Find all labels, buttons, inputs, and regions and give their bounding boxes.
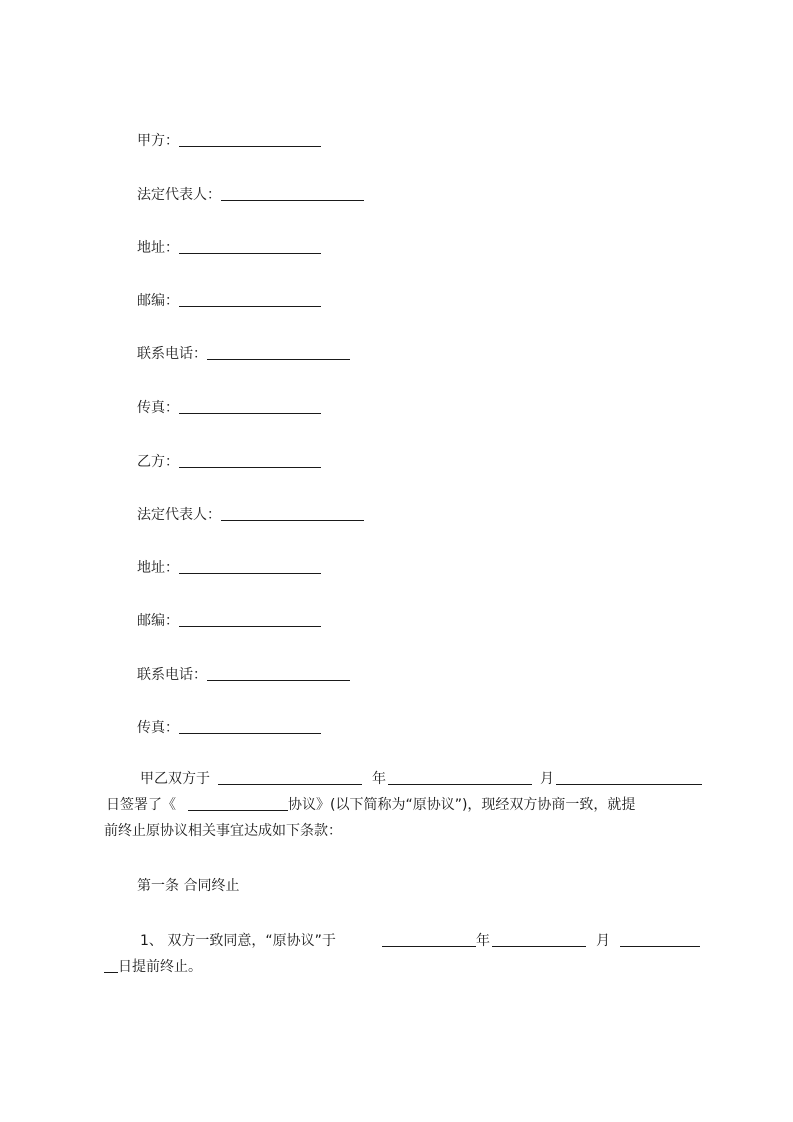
party-b-phone-label: 联系电话：: [137, 667, 207, 683]
party-a-phone-blank[interactable]: [207, 345, 350, 360]
item-1-day-blank-b[interactable]: [104, 958, 118, 973]
intro-line-2: [104, 792, 704, 818]
item-1-line-2: [104, 954, 704, 980]
party-a-name-blank[interactable]: [179, 132, 321, 147]
party-b-name-field: [137, 452, 321, 472]
party-a-fax-field: [137, 398, 321, 418]
item-1-prefix: 1、 双方一致同意，“原协议”于: [140, 933, 336, 949]
party-b-rep-field: [137, 505, 364, 525]
party-a-name-field: [137, 131, 321, 151]
intro-text-1: 甲乙双方于: [140, 771, 210, 787]
intro-paragraph: [104, 766, 704, 844]
party-b-fax-blank[interactable]: [179, 719, 321, 734]
party-b-name-blank[interactable]: [179, 453, 321, 468]
intro-text-3: 前终止原协议相关事宜达成如下条款：: [104, 823, 342, 839]
intro-text-agreement: 协议》(以下简称为“原协议”)，现经双方协商一致，就提: [288, 797, 636, 813]
item-1-year-label: 年: [476, 933, 490, 949]
party-b-phone-blank[interactable]: [207, 666, 350, 681]
party-b-postcode-label: 邮编：: [137, 613, 179, 629]
intro-line-3: [104, 818, 704, 844]
party-b-fax-label: 传真：: [137, 720, 179, 736]
party-b-rep-label: 法定代表人：: [137, 507, 221, 523]
party-a-rep-label: 法定代表人：: [137, 187, 221, 203]
party-b-address-label: 地址：: [137, 560, 179, 576]
item-1-day-blank-a[interactable]: [620, 932, 700, 947]
party-a-postcode-label: 邮编：: [137, 293, 179, 309]
item-1-year-blank[interactable]: [382, 932, 476, 947]
party-a-postcode-field: [137, 291, 321, 311]
party-a-fax-label: 传真：: [137, 400, 179, 416]
item-1-month-label: 月: [596, 933, 610, 949]
intro-text-day: 日签署了《: [106, 797, 176, 813]
party-a-fax-blank[interactable]: [179, 399, 321, 414]
intro-date-year-blank[interactable]: [218, 770, 362, 785]
party-a-postcode-blank[interactable]: [179, 292, 321, 307]
party-a-address-field: [137, 238, 321, 258]
intro-date-month-blank[interactable]: [388, 770, 532, 785]
article-1-item-1: [104, 928, 704, 980]
party-b-address-field: [137, 558, 321, 578]
item-1-tail: 日提前终止。: [118, 959, 202, 975]
party-a-phone-label: 联系电话：: [137, 346, 207, 362]
article-1-title: 第一条 合同终止: [137, 878, 240, 894]
party-b-fax-field: [137, 718, 321, 738]
party-a-rep-field: [137, 185, 364, 205]
party-b-address-blank[interactable]: [179, 559, 321, 574]
party-a-phone-field: [137, 344, 350, 364]
party-b-postcode-field: [137, 611, 321, 631]
intro-year-label: 年: [372, 771, 386, 787]
party-b-phone-field: [137, 665, 350, 685]
intro-date-day-blank[interactable]: [556, 770, 702, 785]
intro-agreement-name-blank[interactable]: [188, 796, 288, 811]
intro-month-label: 月: [540, 771, 554, 787]
party-a-address-blank[interactable]: [179, 239, 321, 254]
party-b-postcode-blank[interactable]: [179, 612, 321, 627]
intro-line-1: [104, 766, 704, 792]
party-a-address-label: 地址：: [137, 240, 179, 256]
party-b-rep-blank[interactable]: [221, 506, 364, 521]
party-b-name-label: 乙方：: [137, 454, 179, 470]
party-a-rep-blank[interactable]: [221, 186, 364, 201]
party-a-name-label: 甲方：: [137, 133, 179, 149]
item-1-line-1: [104, 928, 704, 954]
item-1-month-blank[interactable]: [492, 932, 586, 947]
